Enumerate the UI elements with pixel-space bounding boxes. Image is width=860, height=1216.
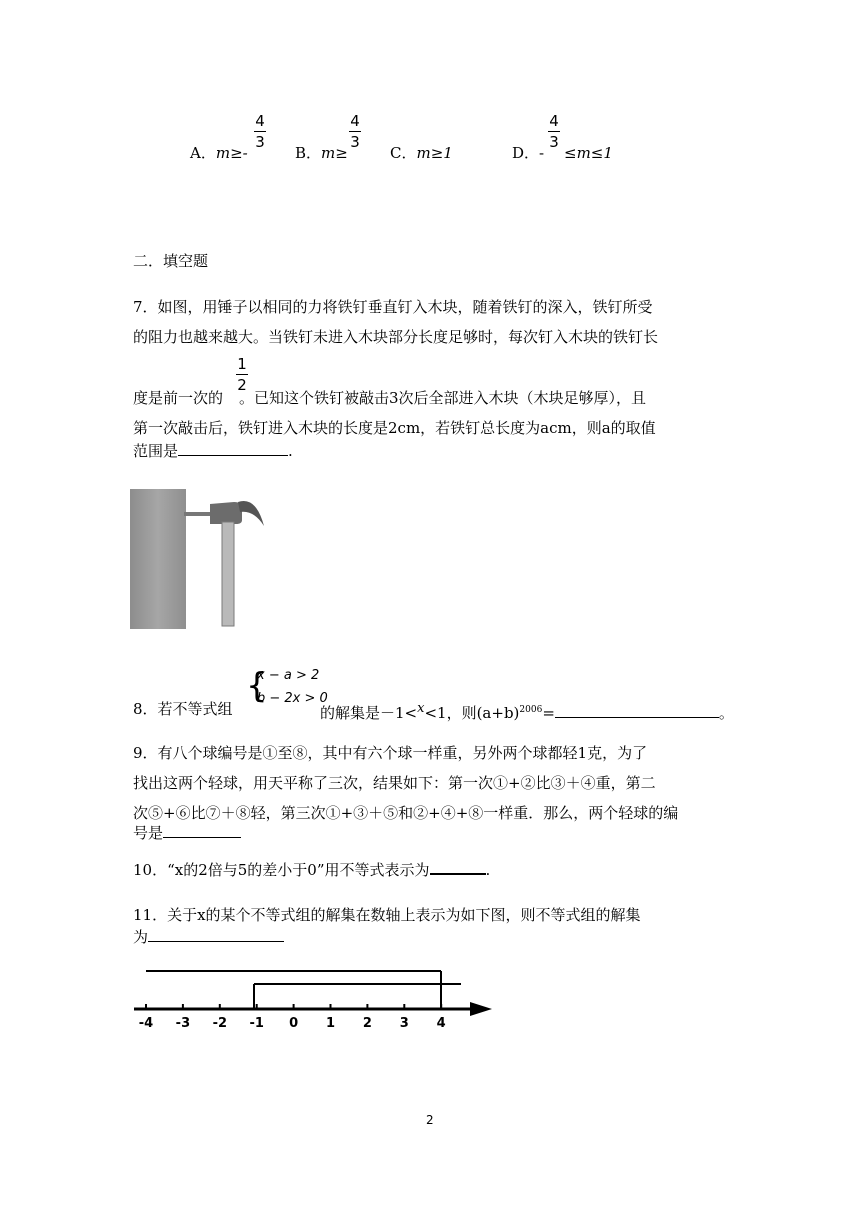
option-d-fraction: 4 3 [549,112,559,151]
option-d: D．- [512,144,545,162]
option-a-fraction: 4 3 [255,112,265,151]
option-a: A．m≥- [190,144,248,162]
q7-line3: 度是前一次的 。已知这个铁钉被敲击3次后全部进入木块（木块足够厚），且 [133,389,647,407]
axis-tick-label: 2 [362,1016,372,1031]
q7-answer-blank[interactable] [178,455,288,456]
axis-tick-label: 0 [289,1016,299,1031]
q9-line3: 次⑤+⑥比⑦＋⑧轻，第三次①+③＋⑤和②+④+⑧一样重．那么，两个轻球的编 [133,804,679,822]
hammer-head [210,502,242,524]
brace-icon: { [246,666,268,706]
nail [184,512,214,516]
q11-line2: 为 [133,922,284,952]
q8-answer-blank[interactable] [555,717,719,718]
q11-line1: 11．关于x的某个不等式组的解集在数轴上表示为如下图，则不等式组的解集 [133,906,641,924]
axis-tick-label: -1 [249,1016,264,1031]
axis-tick-label: 1 [325,1016,336,1031]
axis-tick-label: -2 [212,1016,228,1031]
axis-tick-label: -4 [138,1016,154,1031]
q10: 10．“x的2倍与5的差小于0”用不等式表示为 . [133,861,491,879]
axis-tick-labels [139,1016,446,1031]
q8-body: 的解集是－1<$^x$<1，则$(a+b)^{2006}=$ 。 [320,701,734,722]
q7-line4: 第一次敲击后，铁钉进入木块的长度是2cm，若铁钉总长度为acm，则a的取值 [133,419,656,437]
q9-line4: 号是 [133,818,241,848]
option-b: B．m≥ [295,144,348,162]
q9-line1: 9．有八个球编号是①至⑧，其中有六个球一样重，另外两个球都轻1克，为了 [133,744,648,762]
q8-pre: 8．若不等式组 [133,700,233,718]
q7-line1: 7．如图，用锤子以相同的力将铁钉垂直钉入木块，随着铁钉的深入，铁钉所受 [133,298,653,316]
q7-line5: 范围是 . [133,442,293,460]
section-title: 二．填空题 [133,252,209,270]
q8-system-line1: x − a > 2 [257,668,320,683]
hammer-handle [222,522,234,626]
option-c: C．m≥1 [390,144,453,162]
axis-tick-label: 3 [399,1016,409,1031]
page-number: 2 [426,1113,434,1127]
q9-answer-blank[interactable] [163,837,241,838]
q9-line2: 找出这两个轻球，用天平称了三次，结果如下：第一次①+②比③＋④重，第二 [133,774,656,792]
axis-tick-label: 4 [436,1016,446,1031]
q7-line2: 的阻力也越来越大。当铁钉未进入木块部分长度足够时，每次钉入木块的铁钉长 [133,328,659,346]
q8-system-line2: b − 2x > 0 [257,691,328,706]
q10-answer-blank[interactable] [430,873,486,875]
option-d-suffix: ≤m≤1 [564,144,613,162]
q11-answer-blank[interactable] [148,941,284,942]
hammer-nail-illustration [130,486,270,632]
axis-tick-label: -3 [175,1016,191,1031]
axis-arrow-icon [470,1002,492,1016]
q7-fraction: 1 2 [237,355,247,394]
number-line-figure [130,960,500,1032]
option-b-fraction: 4 3 [350,112,360,151]
